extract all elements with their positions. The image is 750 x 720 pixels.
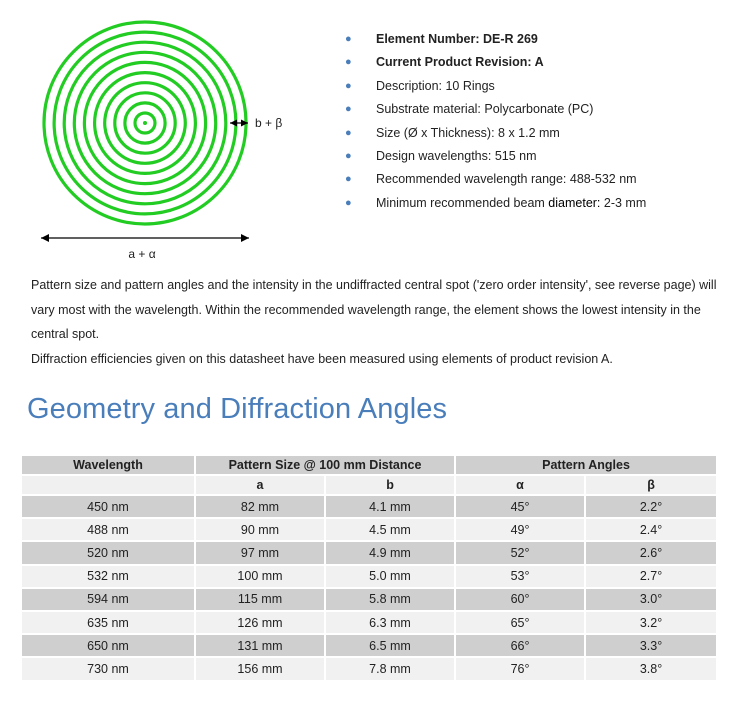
- cell-a: 126 mm: [196, 612, 324, 633]
- bullet-icon: ●: [345, 103, 352, 116]
- header-pattern-size: Pattern Size @ 100 mm Distance: [196, 456, 454, 474]
- spec-list: [340, 28, 646, 215]
- cell-alpha: 53°: [456, 566, 584, 587]
- table-row: [22, 612, 716, 633]
- bullet-icon: ●: [345, 173, 352, 186]
- cell-b: 5.0 mm: [326, 566, 454, 587]
- cell-a: 131 mm: [196, 635, 324, 656]
- cell-alpha: 52°: [456, 542, 584, 563]
- cell-b: 6.5 mm: [326, 635, 454, 656]
- cell-b: 6.3 mm: [326, 612, 454, 633]
- cell-a: 115 mm: [196, 589, 324, 610]
- cell-wavelength: 520 nm: [22, 542, 194, 563]
- cell-wavelength: 730 nm: [22, 658, 194, 679]
- a-alpha-dimension-arrow: [41, 234, 249, 242]
- intro-paragraph-1: Pattern size and pattern angles and the intensity in the undiffracted central spot ('zero order intensity', see reverse page) will vary most with the wavelength. Within the recommended wavelength range, the element shows the lowest intensity in the central spot.: [31, 278, 717, 342]
- table-row: [22, 496, 716, 517]
- b-beta-label: b + β: [255, 116, 283, 130]
- cell-b: 5.8 mm: [326, 589, 454, 610]
- cell-beta: 2.2°: [586, 496, 716, 517]
- table-row: [22, 658, 716, 679]
- section-title: Geometry and Diffraction Angles: [27, 393, 448, 425]
- ring-center-dot: [143, 121, 147, 125]
- cell-beta: 2.4°: [586, 519, 716, 540]
- spec-product-revision: ● Current Product Revision: A: [340, 51, 646, 74]
- intro-paragraph-2: Diffraction efficiencies given on this datasheet have been measured using elements of product revision A.: [31, 351, 613, 366]
- bullet-icon: ●: [345, 126, 352, 139]
- cell-a: 100 mm: [196, 566, 324, 587]
- cell-wavelength: 488 nm: [22, 519, 194, 540]
- cell-alpha: 66°: [456, 635, 584, 656]
- spec-wavelength-range: ● Recommended wavelength range: 488-532 nm: [340, 168, 646, 191]
- subheader-a: a: [196, 476, 324, 494]
- cell-a: 90 mm: [196, 519, 324, 540]
- bullet-icon: ●: [345, 79, 352, 92]
- cell-beta: 3.3°: [586, 635, 716, 656]
- geometry-table-container: [22, 456, 718, 680]
- cell-b: 4.5 mm: [326, 519, 454, 540]
- cell-beta: 2.6°: [586, 542, 716, 563]
- table-row: [22, 589, 716, 610]
- cell-b: 4.9 mm: [326, 542, 454, 563]
- spec-beam-diameter: ● Minimum recommended beam diameter: 2-3 mm: [340, 192, 646, 215]
- cell-alpha: 45°: [456, 496, 584, 517]
- cell-alpha: 60°: [456, 589, 584, 610]
- cell-b: 7.8 mm: [326, 658, 454, 679]
- bullet-icon: ●: [345, 149, 352, 162]
- bullet-icon: ●: [345, 196, 352, 209]
- subheader-blank: [22, 476, 194, 494]
- header-pattern-angles: Pattern Angles: [456, 456, 716, 474]
- table-row: [22, 542, 716, 563]
- cell-a: 82 mm: [196, 496, 324, 517]
- cell-wavelength: 650 nm: [22, 635, 194, 656]
- cell-a: 156 mm: [196, 658, 324, 679]
- spec-element-number: ● Element Number: DE-R 269: [340, 28, 646, 51]
- table-subheader-row: [22, 476, 716, 494]
- cell-beta: 3.2°: [586, 612, 716, 633]
- cell-alpha: 49°: [456, 519, 584, 540]
- cell-wavelength: 450 nm: [22, 496, 194, 517]
- table-header-row: [22, 456, 716, 474]
- bullet-icon: ●: [345, 56, 352, 69]
- ring-pattern-figure: [30, 10, 320, 265]
- subheader-b: b: [326, 476, 454, 494]
- cell-b: 4.1 mm: [326, 496, 454, 517]
- cell-a: 97 mm: [196, 542, 324, 563]
- cell-wavelength: 635 nm: [22, 612, 194, 633]
- intro-text: [31, 273, 721, 371]
- cell-wavelength: 532 nm: [22, 566, 194, 587]
- cell-wavelength: 594 nm: [22, 589, 194, 610]
- subheader-beta: β: [586, 476, 716, 494]
- subheader-alpha: α: [456, 476, 584, 494]
- cell-beta: 2.7°: [586, 566, 716, 587]
- cell-alpha: 76°: [456, 658, 584, 679]
- spec-substrate: ● Substrate material: Polycarbonate (PC): [340, 98, 646, 121]
- cell-beta: 3.8°: [586, 658, 716, 679]
- spec-design-wavelengths: ● Design wavelengths: 515 nm: [340, 145, 646, 168]
- header-wavelength: Wavelength: [22, 456, 194, 474]
- cell-beta: 3.0°: [586, 589, 716, 610]
- bullet-icon: ●: [345, 33, 352, 45]
- table-row: [22, 566, 716, 587]
- cell-alpha: 65°: [456, 612, 584, 633]
- spec-description: ● Description: 10 Rings: [340, 75, 646, 98]
- geometry-table: [20, 454, 718, 682]
- spec-size: ● Size (Ø x Thickness): 8 x 1.2 mm: [340, 122, 646, 145]
- a-alpha-label: a + α: [128, 247, 156, 261]
- table-row: [22, 635, 716, 656]
- table-row: [22, 519, 716, 540]
